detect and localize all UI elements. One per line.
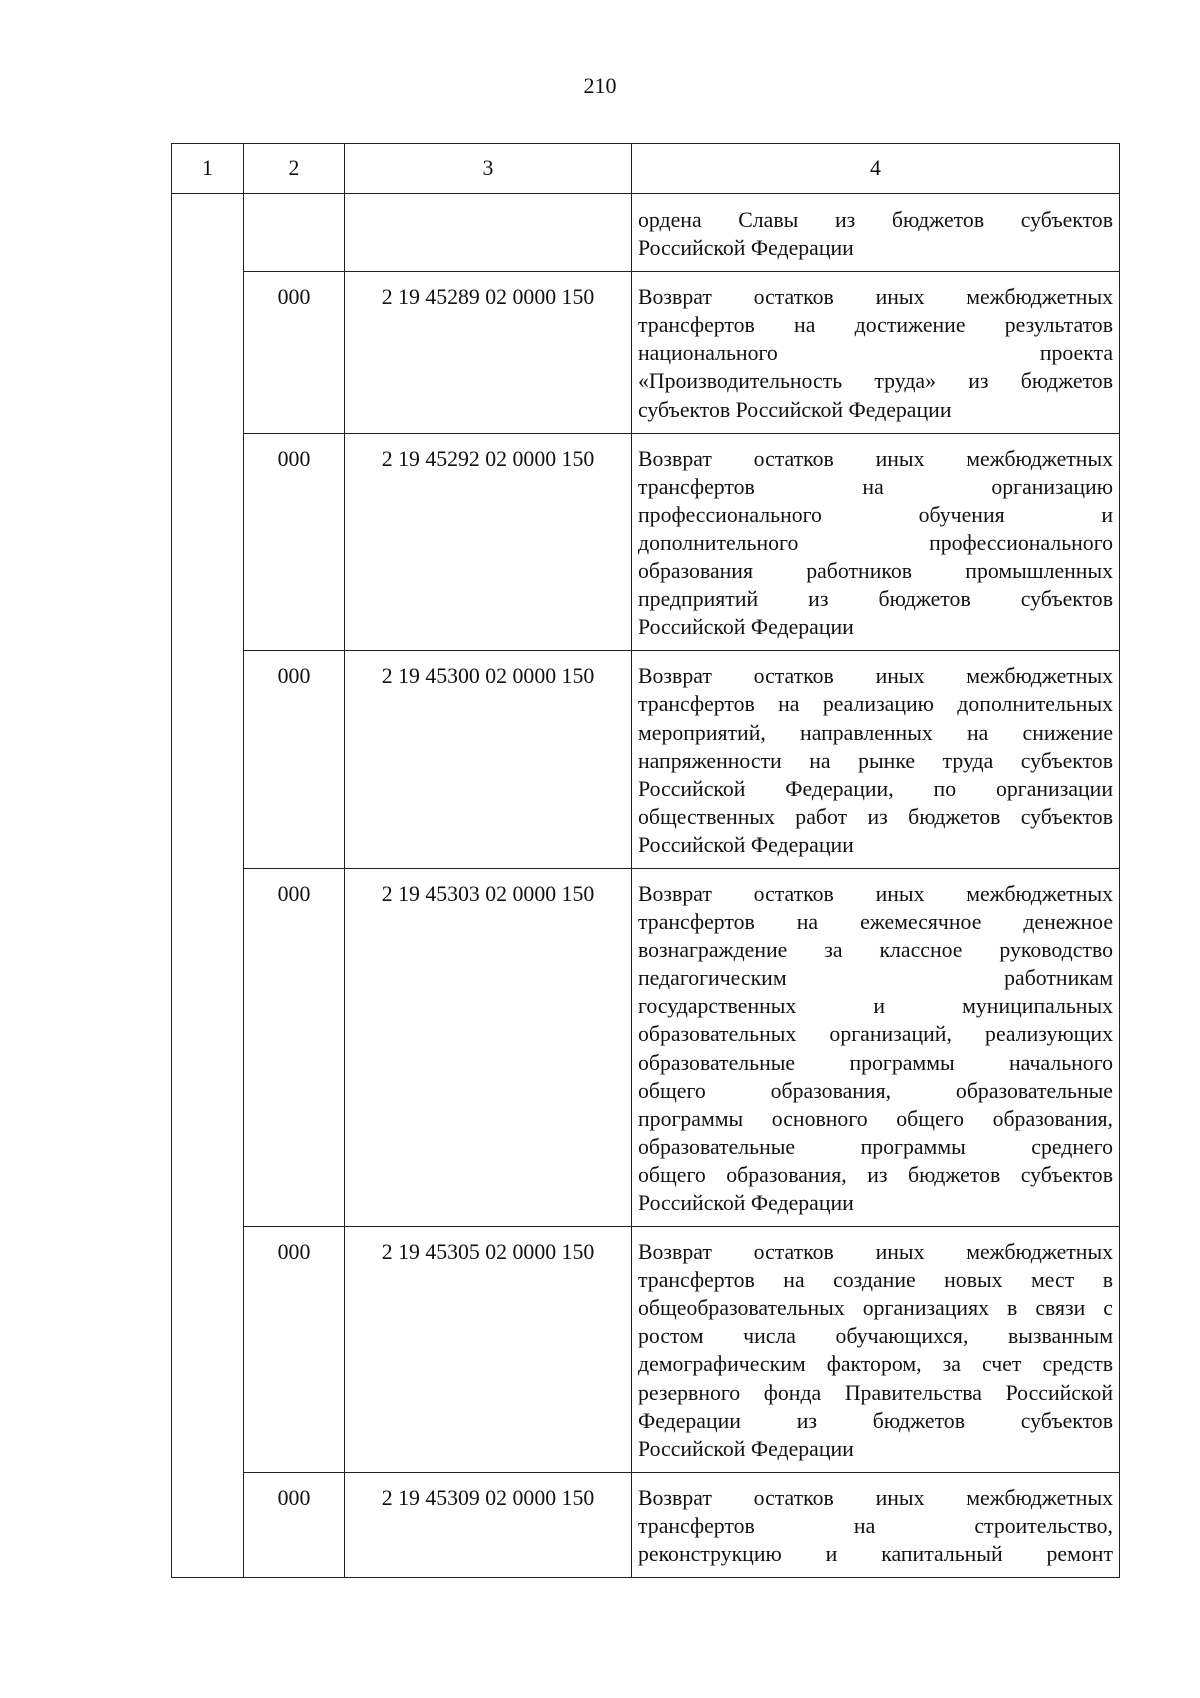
description-line: образовательные программы среднего bbox=[638, 1134, 1113, 1159]
description-line: образовательные программы начального bbox=[638, 1050, 1113, 1075]
description-line: Федерации из бюджетов субъектов bbox=[638, 1408, 1113, 1433]
description-line: трансфертов на достижение результатов bbox=[638, 313, 1113, 338]
description-cell bbox=[632, 433, 1120, 651]
description-cell bbox=[632, 868, 1120, 1226]
budget-code-table bbox=[171, 143, 1120, 1578]
page-number: 210 bbox=[583, 73, 617, 98]
description-line: Российской Федерации bbox=[638, 615, 854, 640]
description-line: государственных и муниципальных bbox=[638, 994, 1113, 1019]
description-line: Возврат остатков иных межбюджетных bbox=[638, 446, 1113, 471]
description-line: программы основного общего образования, bbox=[638, 1106, 1113, 1131]
description-line: общеобразовательных организациях в связи с bbox=[638, 1296, 1113, 1321]
table-body bbox=[172, 144, 1120, 1578]
description-line: трансфертов на реализацию дополнительных bbox=[638, 692, 1113, 717]
admin-code-cell: 000 bbox=[244, 1227, 345, 1473]
table-row bbox=[172, 1472, 1120, 1577]
budget-code-cell: 2 19 45303 02 0000 150 bbox=[345, 868, 632, 1226]
description-line: Возврат остатков иных межбюджетных bbox=[638, 285, 1113, 310]
budget-code-cell: 2 19 45292 02 0000 150 bbox=[345, 433, 632, 651]
description-line: общего образования, из бюджетов субъектов bbox=[638, 1162, 1113, 1187]
description-line: общественных работ из бюджетов субъектов bbox=[638, 804, 1113, 829]
admin-code-cell: 000 bbox=[244, 272, 345, 433]
budget-code-cell: 2 19 45309 02 0000 150 bbox=[345, 1472, 632, 1577]
description-line: общего образования, образовательные bbox=[638, 1078, 1113, 1103]
description-line: национального проекта bbox=[638, 341, 1113, 366]
description-line: Российской Федерации bbox=[638, 1191, 854, 1215]
description-line: трансфертов на строительство, bbox=[638, 1513, 1113, 1538]
description-line: Российской Федерации bbox=[638, 236, 854, 261]
admin-code-cell: 000 bbox=[244, 868, 345, 1226]
description-cell bbox=[632, 1227, 1120, 1473]
column-header-1: 1 bbox=[172, 144, 244, 194]
description-line: ордена Славы из бюджетов субъектов bbox=[638, 208, 1113, 232]
budget-code-cell bbox=[345, 194, 632, 272]
description-line: реконструкцию и капитальный ремонт bbox=[638, 1542, 1113, 1567]
description-line: демографическим фактором, за счет средств bbox=[638, 1352, 1113, 1377]
description-line: образовательных организаций, реализующих bbox=[638, 1022, 1113, 1047]
description-line: Возврат остатков иных межбюджетных bbox=[638, 881, 1113, 906]
table-row bbox=[172, 433, 1120, 651]
description-line: педагогическим работникам bbox=[638, 966, 1113, 991]
admin-code-cell: 000 bbox=[244, 651, 345, 869]
table-row bbox=[172, 194, 1120, 272]
description-line: субъектов Российской Федерации bbox=[638, 397, 952, 422]
admin-code-cell: 000 bbox=[244, 433, 345, 651]
budget-code-cell: 2 19 45305 02 0000 150 bbox=[345, 1227, 632, 1473]
admin-code-cell bbox=[244, 194, 345, 272]
description-line: образования работников промышленных bbox=[638, 559, 1113, 584]
description-line: профессионального обучения и bbox=[638, 502, 1113, 527]
description-line: резервного фонда Правительства Российской bbox=[638, 1380, 1113, 1405]
description-cell bbox=[632, 194, 1120, 272]
column-header-2: 2 bbox=[244, 144, 345, 194]
description-line: мероприятий, направленных на снижение bbox=[638, 720, 1113, 745]
description-line: трансфертов на организацию bbox=[638, 474, 1113, 499]
description-line: трансфертов на ежемесячное денежное bbox=[638, 910, 1113, 935]
description-line: Российской Федерации bbox=[638, 1436, 854, 1461]
table-row bbox=[172, 868, 1120, 1226]
table-row bbox=[172, 1227, 1120, 1473]
description-line: Российской Федерации, по организации bbox=[638, 776, 1113, 801]
description-line: Российской Федерации bbox=[638, 832, 854, 857]
description-line: Возврат остатков иных межбюджетных bbox=[638, 1485, 1113, 1510]
admin-code-cell: 000 bbox=[244, 1472, 345, 1577]
description-line: напряженности на рынке труда субъектов bbox=[638, 748, 1113, 773]
table-header-row bbox=[172, 144, 1120, 194]
description-line: трансфертов на создание новых мест в bbox=[638, 1268, 1113, 1293]
column-header-3: 3 bbox=[345, 144, 632, 194]
column-header-4: 4 bbox=[632, 144, 1120, 194]
description-line: Возврат остатков иных межбюджетных bbox=[638, 664, 1113, 689]
description-line: предприятий из бюджетов субъектов bbox=[638, 587, 1113, 612]
description-cell bbox=[632, 1472, 1120, 1577]
description-line: вознаграждение за классное руководство bbox=[638, 938, 1113, 963]
description-line: ростом числа обучающихся, вызванным bbox=[638, 1324, 1113, 1349]
column-1-merged-cell bbox=[172, 194, 244, 1578]
description-line: дополнительного профессионального bbox=[638, 530, 1113, 555]
table-row bbox=[172, 651, 1120, 869]
description-line: «Производительность труда» из бюджетов bbox=[638, 369, 1113, 394]
description-cell bbox=[632, 272, 1120, 433]
budget-code-cell: 2 19 45300 02 0000 150 bbox=[345, 651, 632, 869]
description-cell bbox=[632, 651, 1120, 869]
description-line: Возврат остатков иных межбюджетных bbox=[638, 1240, 1113, 1265]
budget-code-cell: 2 19 45289 02 0000 150 bbox=[345, 272, 632, 433]
table-row bbox=[172, 272, 1120, 433]
